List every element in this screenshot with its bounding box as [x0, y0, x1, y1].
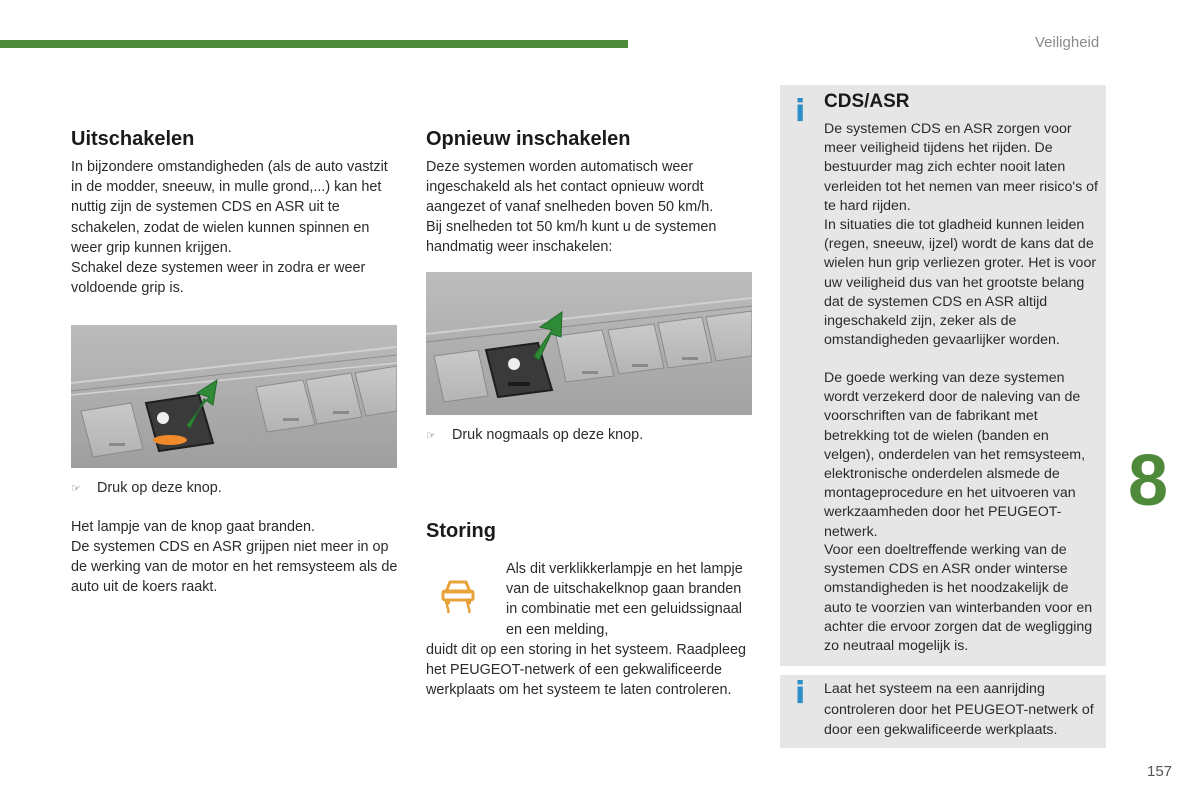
storing-text-2: duidt dit op een storing in het systeem. Raadpleeg het PEUGEOT-netwerk of een gekwalificeerde werkplaats om het systeem te laten controleren. — [426, 642, 746, 699]
aanrijding-text: Laat het systeem na een aanrijding controleren door het PEUGEOT-netwerk of door een gekwalificeerde werkplaats. — [824, 681, 1094, 738]
storing-text: Als dit verklikkerlampje en het lampje van de uitschakelknop gaan branden in combinatie met een geluidssignaal en een melding, — [506, 561, 743, 638]
cds-asr-paragraph-2: In situaties die tot gladheid kunnen leiden (regen, sneeuw, ijzel) wordt de kans dat de wielen hun grip verliezen groter. Het is voor uw veiligheid dus van het grootste belang dat de systemen CDS en ASR altijd ingeschakeld zijn, zeker als de omstandigheden gevaarlijker worden. — [824, 217, 1097, 349]
page-number: 157 — [1147, 763, 1173, 780]
cds-asr-paragraph-4: Voor een doeltreffende werking van de systemen CDS en ASR onder winterse omstandigheden is het noodzakelijk de auto te voorzien van winterbanden voor en achter die ervoor zorgen dat de wegligging zo neutraal mogelijk is. — [824, 542, 1093, 655]
pointing-hand-icon: ☞ — [426, 429, 436, 442]
header-accent-bar — [0, 40, 628, 48]
button-photo-off — [71, 325, 397, 468]
lampje-text: Het lampje van de knop gaat branden. — [71, 519, 316, 535]
aanrijding-info-panel — [780, 675, 1106, 748]
skid-warning-icon — [436, 572, 480, 616]
section-name: Veiligheid — [1035, 34, 1100, 51]
uitschakelen-intro-2: Schakel deze systemen weer in zodra er weer voldoende grip is. — [71, 260, 366, 297]
uitschakelen-heading: Uitschakelen — [71, 128, 195, 150]
systemen-text: De systemen CDS en ASR grijpen niet meer in op de werking van de motor en het remsysteem als de auto uit de koers raakt. — [71, 539, 398, 596]
opnieuw-bullet — [426, 427, 643, 443]
cds-asr-paragraph-3: De goede werking van deze systemen wordt verzekerd door de naleving van de voorschriften van de fabrikant met betrekking tot de wielen (banden en velgen), onderdelen van het remsysteem, elektronische onderdelen alsmede de montageprocedure en het uitvoeren van werkzaamheden door het PEUGEOT-netwerk. — [824, 370, 1086, 540]
uitschakelen-bullet-text: Druk op deze knop. — [97, 480, 222, 496]
info-icon: i — [795, 676, 806, 711]
button-photo-on — [426, 272, 752, 415]
cds-asr-title: CDS/ASR — [824, 91, 910, 112]
cds-asr-paragraph-1: De systemen CDS en ASR zorgen voor meer veiligheid tijdens het rijden. De bestuurder mag zich echter nooit laten verleiden tot het nemen van meer risico's of te hard rijden. — [824, 121, 1098, 214]
chapter-number: 8 — [1128, 441, 1169, 521]
info-icon: i — [795, 94, 806, 129]
pointing-hand-icon: ☞ — [71, 482, 81, 495]
opnieuw-inschakelen-heading: Opnieuw inschakelen — [426, 128, 631, 150]
cds-asr-info-panel — [780, 85, 1106, 666]
storing-heading: Storing — [426, 520, 496, 542]
uitschakelen-bullet — [71, 480, 222, 496]
opnieuw-inschakelen-text: Deze systemen worden automatisch weer ingeschakeld als het contact opnieuw wordt aangezet of vanaf snelheden boven 50 km/h. — [426, 159, 714, 216]
opnieuw-bullet-text: Druk nogmaals op deze knop. — [452, 427, 644, 443]
opnieuw-inschakelen-text-2: Bij snelheden tot 50 km/h kunt u de systemen handmatig weer inschakelen: — [426, 219, 717, 256]
uitschakelen-intro: In bijzondere omstandigheden (als de auto vastzit in de modder, sneeuw, in mulle grond,...) kan het nuttig zijn de systemen CDS en ASR uit te schakelen, zodat de wielen kunnen spinnen en weer grip kunnen krijgen. — [71, 159, 388, 256]
